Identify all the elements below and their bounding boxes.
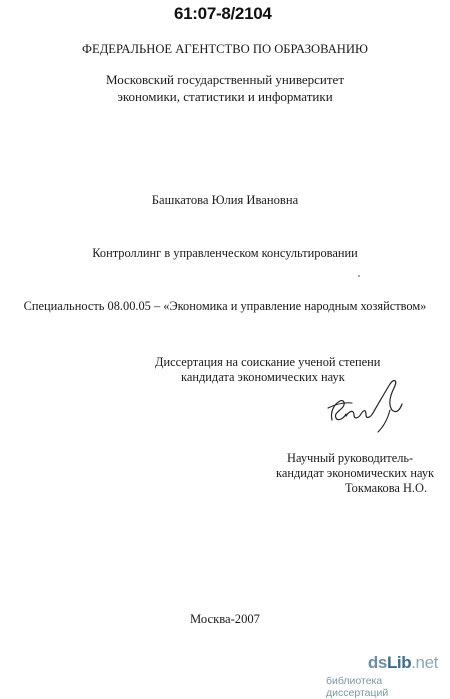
supervisor-role: Научный руководитель-: [287, 451, 414, 465]
handwritten-signature: [318, 374, 408, 446]
logo-subtitle: библиотека диссертаций: [326, 675, 389, 699]
degree-line1: Диссертация на соискание ученой степени: [155, 355, 381, 369]
university-name-line1: Московский государственный университет: [105, 72, 345, 87]
author-name: Башкатова Юлия Ивановна: [151, 193, 299, 207]
logo-net: .net: [411, 653, 438, 672]
dslib-watermark-logo[interactable]: [326, 653, 444, 699]
logo-ds: ds: [367, 653, 387, 672]
logo-lib: Lib: [386, 653, 412, 672]
city-year: Москва-2007: [190, 612, 260, 626]
specialty-line: Специальность 08.00.05 – «Экономика и управление народным хозяйством»: [23, 299, 427, 313]
supervisor-degree: кандидат экономических наук: [276, 466, 435, 480]
university-name-line2: экономики, статистики и информатики: [117, 89, 333, 104]
dslib-logo-text: [368, 653, 438, 673]
degree-line2: кандидата экономических наук: [181, 370, 345, 384]
scan-speck: [358, 275, 360, 277]
supervisor-name: Токмакова Н.О.: [345, 481, 428, 495]
agency-heading: ФЕДЕРАЛЬНОЕ АГЕНТСТВО ПО ОБРАЗОВАНИЮ: [82, 42, 368, 56]
archive-stamp: 61:07-8/2104: [174, 4, 272, 23]
dissertation-title: Контроллинг в управленческом консультировании: [92, 246, 358, 260]
